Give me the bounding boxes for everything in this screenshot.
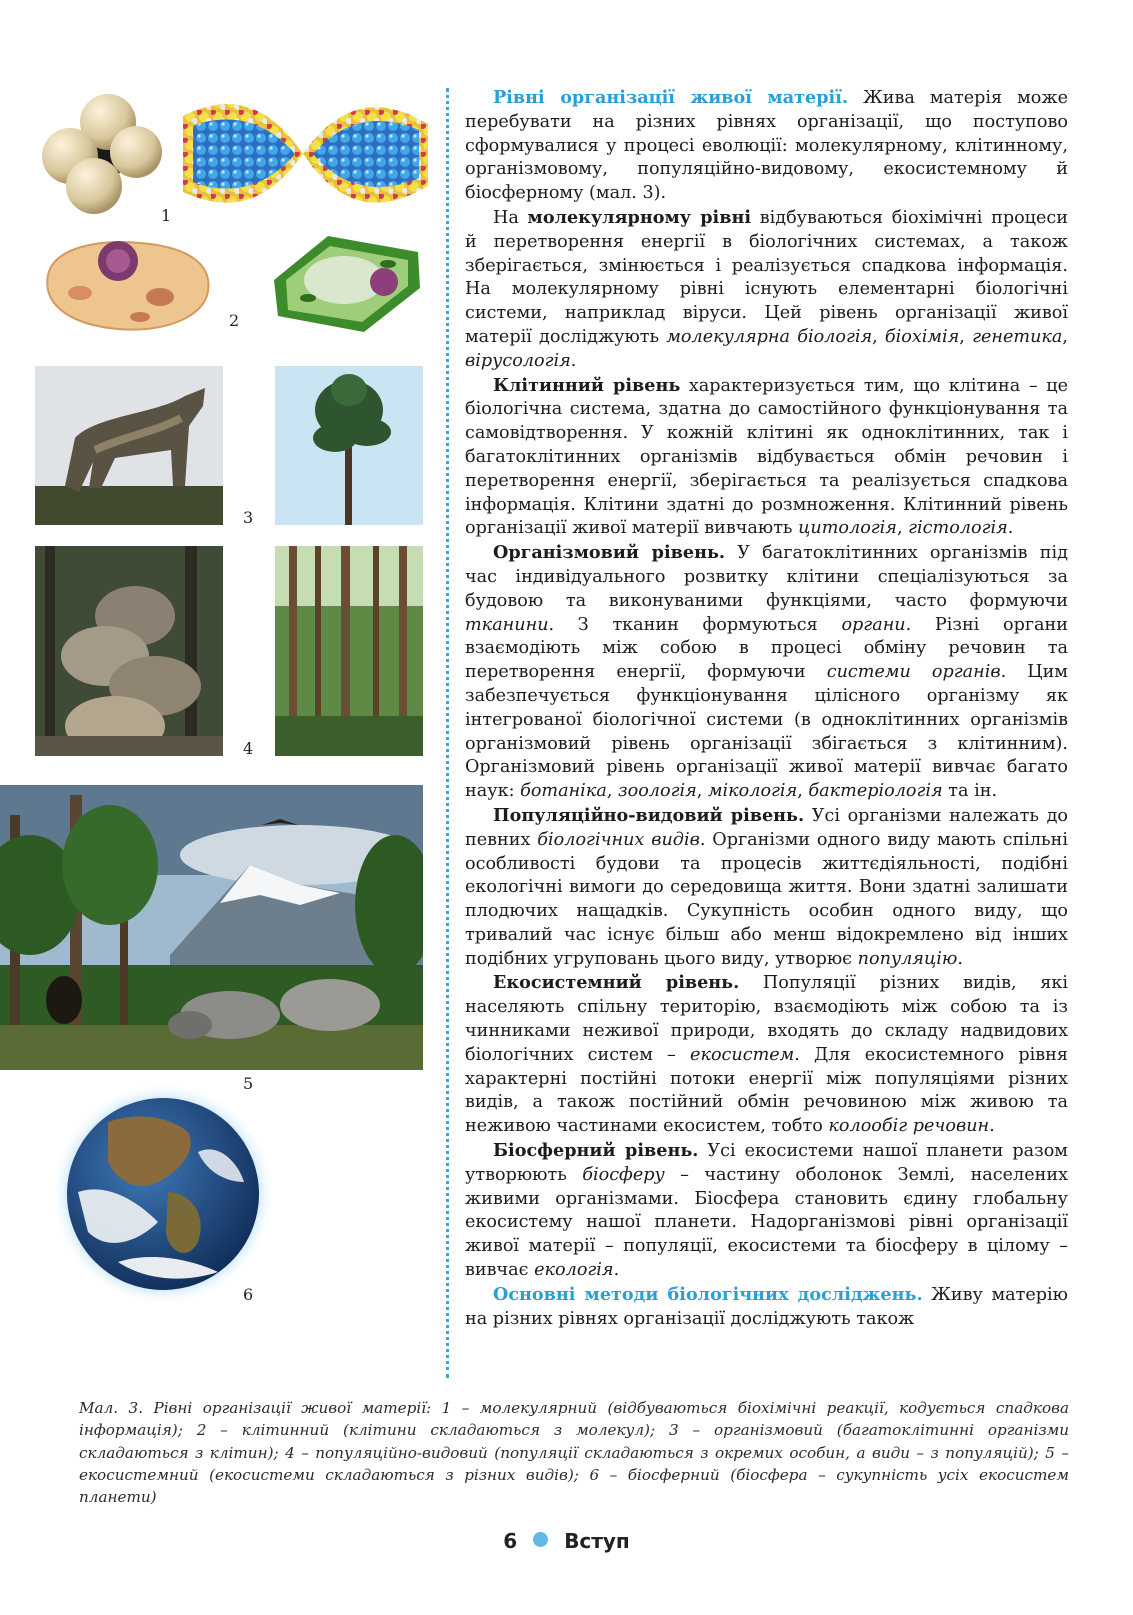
footer-dot-icon <box>533 1532 548 1547</box>
wolf-pack-photo <box>35 546 223 756</box>
animal-cell-image <box>40 235 215 335</box>
term-cellular-level: Клітинний рівень <box>493 374 681 396</box>
paragraph-methods: Основні методи біологічних досліджень. Живу матерію на різних рівнях організації досліджують також <box>465 1283 1068 1329</box>
figure-label-4: 4 <box>243 739 254 758</box>
page-number: 6 <box>503 1529 518 1553</box>
methane-molecule-image <box>38 92 168 217</box>
section-heading: Рівні організації живої матерії. <box>493 87 849 108</box>
dna-molecule-image <box>183 96 428 214</box>
body-text <box>465 86 1068 1331</box>
paragraph-biosphere-level: Біосферний рівень. Усі екосистеми нашої планети разом утворюють біосферу – частину оболонок Землі, населених живими організмами. Біосфера становить єдину глобальну екосистему нашої планети. Надорганізмові рівні організації живої матерії – популяції, екосистеми та біосферу в цілому – вивчає екологія. <box>465 1140 1069 1281</box>
term-molecular-level: молекулярному рівні <box>527 206 752 228</box>
paragraph-molecular-level: На молекулярному рівні відбуваються біохімічні процеси й перетворення енергії в біологічних системах, а також зберігається, змінюється і реалізується спадкова інформація. На молекулярному рівні існують елементарні біологічні системи, наприклад віруси. Цей рівень організації живої матерії досліджують молекулярна біологія, біохімія, генетика, вірусологія. <box>465 206 1069 371</box>
paragraph-organismal-level: Організмовий рівень. У багатоклітинних організмів під час індивідуального розвитку клітини спеціалізуються за будовою та виконуваними функціями, часто формуючи тканини. З тканин формуються органи. Різні органи взаємодіють між собою в процесі обміну речовин та перетворення енергії, формуючи системи органів. Цим забезпечується функціонування цілісного організму як інтегрованої біологічної системи (в одноклітинних організмів організмовий рівень організації збігається з клітинним). Організмовий рівень організації живої матерії вивчає багато наук: ботаніка, зоологія, мікологія, бактеріологія та ін. <box>465 542 1068 802</box>
term-organismal-level: Організмовий рівень. <box>493 542 726 564</box>
paragraph-cellular-level: Клітинний рівень характеризується тим, що клітина – це біологічна система, здатна до самостійного функціонування та самовідтворення. У кожній клітині як одноклітинних, так і багатоклітинних організмів відбувається обмін речовин і перетворення енергії, зберігається та реалізується спадкова інформація. Клітини здатні до розмноження. Клітинний рівень організації живої матерії вивчають цитологія, гістологія. <box>465 374 1068 539</box>
column-divider <box>446 88 449 1378</box>
figure-label-5: 5 <box>243 1074 254 1093</box>
earth-globe-image <box>48 1082 278 1307</box>
term-biosphere-level: Біосферний рівень. <box>493 1140 699 1162</box>
pine-tree-photo <box>275 366 423 525</box>
section-heading-methods: Основні методи біологічних досліджень. <box>493 1283 923 1305</box>
figure-caption: Мал. 3. Рівні організації живої матерії: 1 – молекулярний (відбуваються біохімічні реакції, кодується спадкова інформація); 2 – клітинний (клітини складаються з молекул); 3 – організмовий (багатоклітинні організми складаються з клітин); 4 – популяційно-видовий (популяції складаються з окремих особин, а види – з популяцій); 5 – екосистемний (екосистеми складаються з різних видів); 6 – біосферний (біосфера – сукупність усіх екосистем планети) <box>79 1399 1069 1507</box>
figure-label-2: 2 <box>229 311 240 330</box>
ecosystem-photo <box>0 785 423 1070</box>
figure-column <box>0 0 440 1360</box>
section-name: Вступ <box>564 1529 630 1553</box>
term-ecosystem-level: Екосистемний рівень. <box>493 972 740 994</box>
paragraph-levels-intro: Рівні організації живої матерії. Жива матерія може перебувати на різних рівнях організації, що поступово сформувалися у процесі еволюції: молекулярному, клітинному, організмовому, популяційно-видовому, екосистемному й біосферному (мал. 3). <box>465 87 1068 204</box>
paragraph-population-level: Популяційно-видовий рівень. Усі організми належать до певних біологічних видів. Організми одного виду мають спільні особливості будови та процесів життєдіяльності, подібні екологічні вимоги до середовища життя. Вони здатні залишати плодючих нащадків. Сукупність особин одного виду, що тривалий час існує більш або менш відокремлено від інших подібних угруповань цього виду, утворює популяцію. <box>465 804 1069 969</box>
plant-cell-image <box>268 228 428 336</box>
term-population-level: Популяційно-видовий рівень. <box>493 804 805 826</box>
pine-forest-photo <box>275 546 423 756</box>
figure-label-1: 1 <box>161 206 172 225</box>
figure-label-6: 6 <box>243 1285 254 1304</box>
paragraph-ecosystem-level: Екосистемний рівень. Популяції різних видів, які населяють спільну територію, взаємодіють між собою та із чинниками неживої природи, входять до складу надвидових біологічних систем – екосистем. Для екосистемного рівня характерні постійні потоки енергії між популяціями різних видів, а також постійний обмін речовиною між живою та неживою частинами екосистем, тобто колообіг речовин. <box>465 972 1068 1137</box>
wolf-photo <box>35 366 223 525</box>
figure-label-3: 3 <box>243 508 254 527</box>
page-footer <box>0 1529 1133 1553</box>
